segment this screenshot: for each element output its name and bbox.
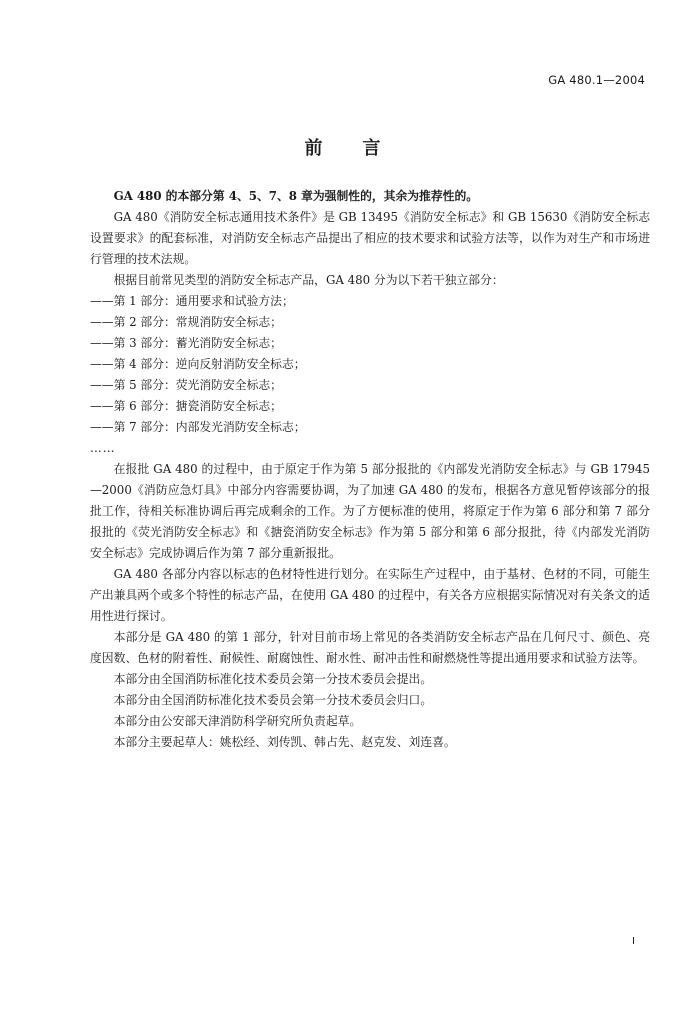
paragraph-centralized-by: 本部分由全国消防标准化技术委员会第一分技术委员会归口。 <box>113 693 433 707</box>
paragraph-drafters: 本部分主要起草人：姚松经、刘传凯、韩占先、赵克发、刘连喜。 <box>113 735 456 749</box>
list-item-part-1: ——第 1 部分：通用要求和试验方法； <box>90 294 294 308</box>
list-item-part-5: ——第 5 部分：荧光消防安全标志； <box>90 378 282 392</box>
list-item-part-3: ——第 3 部分：蓄光消防安全标志； <box>90 336 282 350</box>
paragraph-proposed-by: 本部分由全国消防标准化技术委员会第一分技术委员会提出。 <box>113 672 433 686</box>
paragraph-mandatory-clauses: GA 480 的本部分第 4、5、7、8 章为强制性的，其余为推荐性的。 <box>113 189 479 203</box>
standard-code: GA 480.1—2004 <box>548 73 645 87</box>
paragraph-classification: GA 480 各部分内容以标志的色材特性进行划分。在实际生产过程中，由于基材、色材的不同，可能生产出兼具两个或多个特性的标志产品，在使用 GA 480 的过程中，有关各方应根据实际情况对有关条文的适用性进行探讨。 <box>90 567 650 623</box>
list-item-part-6: ——第 6 部分：搪瓷消防安全标志； <box>90 399 282 413</box>
paragraph-standard-purpose: GA 480《消防安全标志通用技术条件》是 GB 13495《消防安全标志》和 GB 15630《消防安全标志设置要求》的配套标准，对消防安全标志产品提出了相应的技术要求和试验方法等，以作为对生产和市场进行管理的技术法规。 <box>90 210 650 266</box>
list-item-part-2: ——第 2 部分：常规消防安全标志； <box>90 315 282 329</box>
page-number: I <box>632 936 635 947</box>
foreword-body <box>90 186 650 753</box>
paragraph-scope: 本部分是 GA 480 的第 1 部分，针对目前市场上常见的各类消防安全标志产品在几何尺寸、颜色、亮度因数、色材的附着性、耐候性、耐腐蚀性、耐水性、耐冲击性和耐燃烧性等提出通用要求和试验方法等。 <box>90 630 650 665</box>
list-item-part-4: ——第 4 部分：逆向反射消防安全标志； <box>90 357 306 371</box>
paragraph-approval-process: 在报批 GA 480 的过程中，由于原定于作为第 5 部分报批的《内部发光消防安全标志》与 GB 17945—2000《消防应急灯具》中部分内容需要协调，为了加速 GA 480 的发布，根据各方意见暂停该部分的报批工作，待相关标准协调后再完成剩余的工作。为了方便标准的使用，将原定于作为第 6 部分和第 7 部分报批的《荧光消防安全标志》和《搪瓷消防安全标志》作为第 5 部分和第 6 部分报批，待《内部发光消防安全标志》完成协调后作为第 7 部分重新报批。 <box>90 462 650 560</box>
paragraph-drafted-by: 本部分由公安部天津消防科学研究所负责起草。 <box>113 714 362 728</box>
list-item-part-7: ——第 7 部分：内部发光消防安全标志； <box>90 420 306 434</box>
paragraph-parts-intro: 根据目前常见类型的消防安全标志产品，GA 480 分为以下若干独立部分： <box>113 273 504 287</box>
list-ellipsis: …… <box>90 441 116 455</box>
page-title: 前言 <box>304 138 421 159</box>
